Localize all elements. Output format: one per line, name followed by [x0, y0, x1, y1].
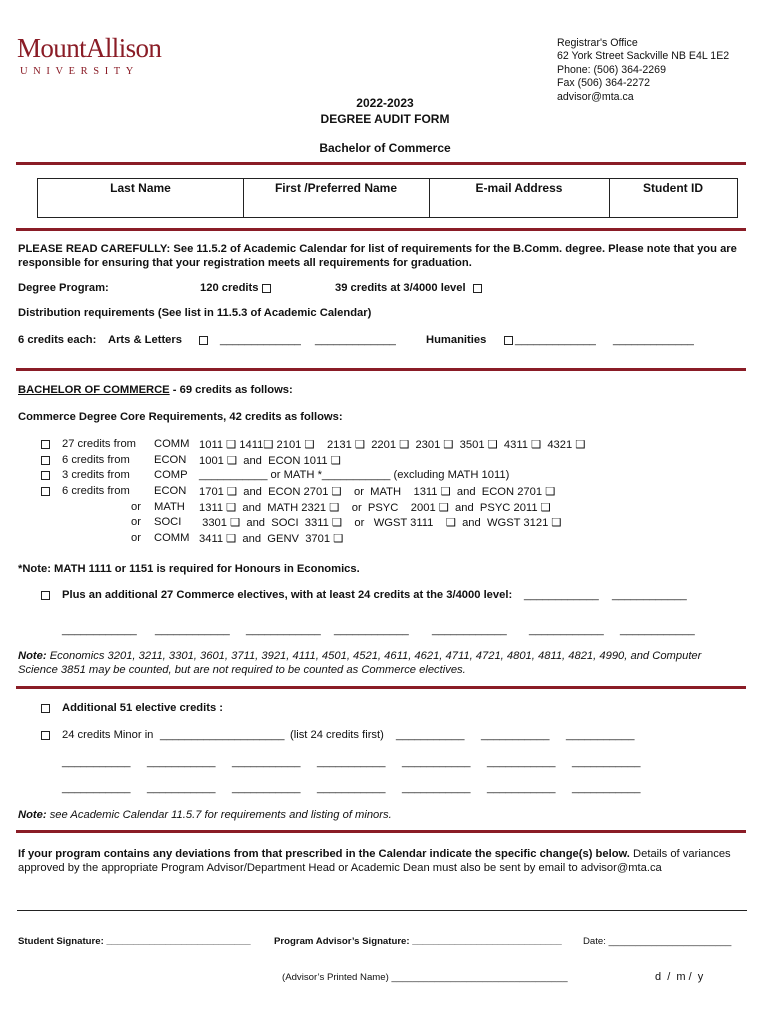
deviation-rest: Details of variances — [629, 848, 731, 860]
arts-letters-label: Arts & Letters — [108, 334, 182, 346]
bcomm-heading — [18, 384, 293, 396]
office-email: advisor@mta.ca — [557, 90, 634, 103]
minor-course-field[interactable]: ___________ — [317, 756, 386, 768]
core-row-checkbox[interactable] — [41, 487, 50, 496]
university-logo: MountAllison — [17, 33, 162, 63]
university-logo-subtitle: UNIVERSITY — [20, 66, 139, 77]
elective-field[interactable]: ____________ — [246, 624, 321, 636]
core-row-courses: 3411 ❑ and GENV 3701 ❑ — [199, 533, 344, 545]
core-row-checkbox[interactable] — [41, 471, 50, 480]
minor-label: 24 credits Minor in — [62, 729, 154, 741]
minor-course-field[interactable]: ___________ — [402, 756, 471, 768]
deviation-line-2: approved by the appropriate Program Advisor/Department Head or Academic Dean must also be sent by email to advisor@mta.ca — [18, 862, 662, 874]
elective-field[interactable]: ____________ — [155, 624, 230, 636]
electives-label: Plus an additional 27 Commerce electives, with at least 24 credits at the 3/4000 level: — [62, 589, 513, 601]
math-note: *Note: MATH 1111 or 1151 is required for Honours in Economics. — [18, 563, 360, 575]
deviation-field[interactable] — [17, 910, 747, 911]
divider — [16, 686, 746, 689]
minor-course-field[interactable]: ___________ — [232, 756, 301, 768]
form-year: 2022-2023 — [356, 96, 414, 110]
core-row-subject: ECON — [154, 485, 187, 497]
distribution-heading: Distribution requirements (See list in 11.5.3 of Academic Calendar) — [18, 307, 372, 319]
humanities-label: Humanities — [426, 334, 487, 346]
header-student-id: Student ID — [643, 181, 703, 195]
bcomm-heading-underlined: BACHELOR OF COMMERCE — [18, 384, 170, 396]
minor-checkbox[interactable] — [41, 731, 50, 740]
deviation-line-1 — [18, 848, 731, 860]
core-row-or: or — [131, 501, 141, 513]
header-email: E-mail Address — [475, 181, 563, 195]
minor-note-text: see Academic Calendar 11.5.7 for requirements and listing of minors. — [46, 809, 392, 821]
registrar-contact — [557, 37, 729, 104]
core-row-checkbox[interactable] — [41, 440, 50, 449]
divider — [16, 228, 746, 231]
degree-title: Bachelor of Commerce — [319, 141, 451, 155]
minor-note — [18, 809, 392, 821]
date-format-hint: d / m / y — [655, 971, 704, 983]
core-row-courses: 1701 ❑ and ECON 2701 ❑ or MATH 1311 ❑ and ECON 2701 ❑ — [199, 486, 556, 498]
elective-field[interactable]: ____________ — [612, 589, 687, 601]
minor-course-field[interactable]: ___________ — [402, 782, 471, 794]
core-row-subject: COMP — [154, 469, 188, 481]
elective-field[interactable]: ____________ — [620, 624, 695, 636]
form-title: DEGREE AUDIT FORM — [320, 112, 450, 126]
core-row-subject: ECON — [154, 454, 187, 466]
econ-note-label: Note: — [18, 650, 47, 662]
core-row-courses: 1001 ❑ and ECON 1011 ❑ — [199, 455, 341, 467]
core-row-courses: 1011 ❑ 1411❑ 2101 ❑ 2131 ❑ 2201 ❑ 2301 ❑ 3501 ❑ 4311 ❑ 4321 ❑ — [199, 439, 586, 451]
student-signature-field[interactable]: Student Signature: ___________________________ — [18, 936, 251, 947]
core-heading: Commerce Degree Core Requirements, 42 credits as follows: — [18, 411, 343, 423]
core-row-credits: 6 credits from — [62, 454, 130, 466]
core-row-subject: COMM — [154, 438, 190, 450]
advisor-signature-field[interactable]: Program Advisor’s Signature: ____________________________ — [274, 936, 562, 947]
additional-electives-checkbox[interactable] — [41, 704, 50, 713]
minor-course-field[interactable]: ___________ — [232, 782, 301, 794]
arts-letters-checkbox[interactable] — [199, 336, 208, 345]
office-phone: Phone: (506) 364-2269 — [557, 63, 666, 76]
core-row-or: or — [131, 516, 141, 528]
level-39-checkbox[interactable] — [473, 284, 482, 293]
minor-list-note: (list 24 credits first) — [290, 729, 384, 741]
core-row-courses: 1311 ❑ and MATH 2321 ❑ or PSYC 2001 ❑ and PSYC 2011 ❑ — [199, 502, 551, 514]
student-info-table — [37, 178, 738, 218]
level-39-label: 39 credits at 3/4000 level — [335, 282, 466, 294]
core-row-subject: COMM — [154, 532, 190, 544]
distribution-each-label: 6 credits each: — [18, 334, 97, 346]
minor-note-label: Note: — [18, 809, 47, 821]
notice-line-1: PLEASE READ CAREFULLY: See 11.5.2 of Academic Calendar for list of requirements for the B.Comm. degree. Please note that you are — [18, 243, 737, 255]
credits-120-label: 120 credits — [200, 282, 259, 294]
elective-field[interactable]: ____________ — [529, 624, 604, 636]
divider — [16, 368, 746, 371]
credits-120-checkbox[interactable] — [262, 284, 271, 293]
minor-course-field[interactable]: ___________ — [147, 782, 216, 794]
core-row-credits: 3 credits from — [62, 469, 130, 481]
bcomm-heading-rest: - 69 credits as follows: — [169, 384, 293, 396]
notice-line-2: responsible for ensuring that your registration meets all requirements for graduation. — [18, 257, 472, 269]
core-row-credits: 6 credits from — [62, 485, 130, 497]
elective-field[interactable]: ____________ — [334, 624, 409, 636]
minor-name-field[interactable]: ____________________ — [160, 729, 285, 741]
elective-field[interactable]: ____________ — [524, 589, 599, 601]
divider — [16, 830, 746, 833]
electives-checkbox[interactable] — [41, 591, 50, 600]
minor-course-field[interactable]: ___________ — [317, 782, 386, 794]
advisor-printed-name-field[interactable]: (Advisor’s Printed Name) _________________________________ — [282, 972, 568, 983]
core-row-credits: 27 credits from — [62, 438, 136, 450]
elective-field[interactable]: ____________ — [432, 624, 507, 636]
arts-course-field-1[interactable]: _____________ — [220, 334, 301, 346]
minor-course-field[interactable]: ___________ — [572, 782, 641, 794]
core-row-subject: SOCI — [154, 516, 182, 528]
core-row-subject: MATH — [154, 501, 185, 513]
elective-field[interactable]: ____________ — [62, 624, 137, 636]
minor-course-field[interactable]: ___________ — [396, 729, 465, 741]
econ-note-line-2: Science 3851 may be counted, but are not required to be counted as Commerce electives. — [18, 664, 466, 676]
minor-course-field[interactable]: ___________ — [62, 756, 131, 768]
humanities-course-field-1[interactable]: _____________ — [515, 334, 596, 346]
minor-course-field[interactable]: ___________ — [481, 729, 550, 741]
core-row-courses: ___________ or MATH *___________ (excluding MATH 1011) — [199, 469, 510, 481]
core-row-or: or — [131, 532, 141, 544]
deviation-bold: If your program contains any deviations from that prescribed in the Calendar indicate the specific change(s) below. — [18, 848, 630, 860]
core-row-checkbox[interactable] — [41, 456, 50, 465]
econ-note-line-1 — [18, 650, 701, 662]
humanities-course-field-2[interactable]: _____________ — [613, 334, 694, 346]
core-row-courses: 3301 ❑ and SOCI 3311 ❑ or WGST 3111 ❑ and WGST 3121 ❑ — [199, 517, 562, 529]
date-field[interactable]: Date: _______________________ — [583, 936, 732, 947]
header-first-name: First /Preferred Name — [274, 181, 398, 195]
degree-program-label: Degree Program: — [18, 282, 109, 294]
office-name: Registrar's Office — [557, 37, 638, 49]
minor-course-field[interactable]: ___________ — [487, 782, 556, 794]
minor-course-field[interactable]: ___________ — [62, 782, 131, 794]
additional-electives-label: Additional 51 elective credits : — [62, 702, 224, 714]
minor-course-field[interactable]: ___________ — [487, 756, 556, 768]
minor-course-field[interactable]: ___________ — [572, 756, 641, 768]
office-fax: Fax (506) 364-2272 — [557, 77, 651, 90]
humanities-checkbox[interactable] — [504, 336, 513, 345]
divider — [16, 162, 746, 165]
minor-course-field[interactable]: ___________ — [147, 756, 216, 768]
econ-note-text: Economics 3201, 3211, 3301, 3601, 3711, 3921, 4111, 4501, 4521, 4611, 4621, 4711, 4721, 4801, 4811, 4821, 4990, and Computer — [46, 650, 702, 662]
arts-course-field-2[interactable]: _____________ — [315, 334, 396, 346]
office-address: 62 York Street Sackville NB E4L 1E2 — [557, 50, 730, 63]
minor-course-field[interactable]: ___________ — [566, 729, 635, 741]
header-last-name: Last Name — [110, 181, 171, 195]
